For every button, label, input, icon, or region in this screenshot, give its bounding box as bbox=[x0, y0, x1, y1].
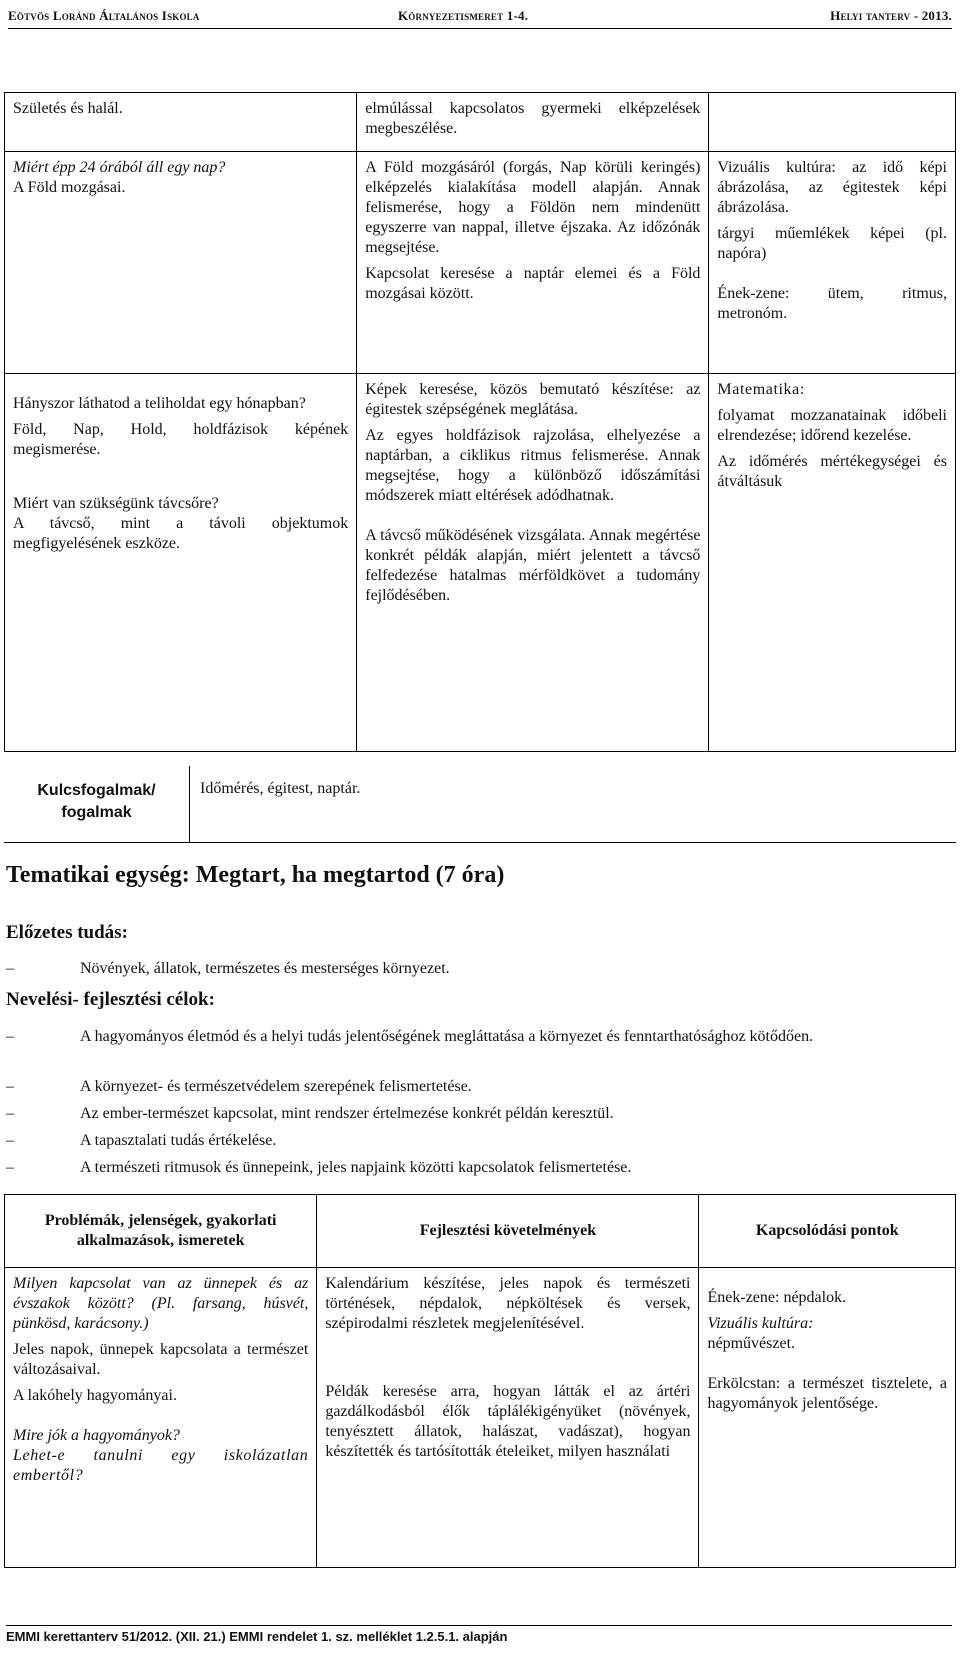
table-cell bbox=[5, 93, 357, 152]
table-header-row bbox=[5, 1195, 956, 1268]
cell-text: Miért van szükségünk távcsőre? bbox=[13, 495, 219, 512]
key-concepts-row bbox=[4, 766, 956, 843]
cell-text: Példák keresése arra, hogyan látták el az ártéri gazdálkodásból élők táplálékigényüket (növények, tenyésztett állatok, halászat, vadászat), hogyan készítették és tartósították ételeiket, milyen használati bbox=[325, 1383, 691, 1460]
table-cell bbox=[709, 374, 956, 752]
cell-text: Erkölcstan: a természet tisztelete, a hagyományok jelentősége. bbox=[707, 1375, 947, 1412]
unit-title: Tematikai egység: Megtart, ha megtartod (7 óra) bbox=[6, 862, 505, 888]
cell-text: elmúlással kapcsolatos gyermeki elképzelések megbeszélése. bbox=[365, 100, 701, 137]
table-cell bbox=[5, 152, 357, 374]
cell-text: Vizuális kultúra: bbox=[707, 1315, 814, 1332]
column-header: Kapcsolódási pontok bbox=[699, 1195, 956, 1268]
cell-text: A lakóhely hagyományai. bbox=[13, 1387, 177, 1404]
cell-text: A Föld mozgásai. bbox=[13, 179, 126, 196]
key-concepts-label bbox=[4, 766, 190, 842]
cell-text: népművészet. bbox=[707, 1335, 796, 1352]
cell-text: Lehet-e tanulni egy iskolázatlan embertől? bbox=[13, 1447, 309, 1484]
table-cell bbox=[5, 1268, 317, 1568]
cell-text: Születés és halál. bbox=[13, 100, 123, 117]
list-item: – A hagyományos életmód és a helyi tudás jelentőségének megláttatása a környezet és fenntarthatósághoz kötődően. bbox=[6, 1028, 814, 1045]
cell-text: Hányszor láthatod a teliholdat egy hónapban? bbox=[13, 395, 306, 412]
goals-heading: Nevelési- fejlesztési célok: bbox=[6, 989, 215, 1010]
table-cell bbox=[5, 374, 357, 752]
column-header: Fejlesztési követelmények bbox=[317, 1195, 699, 1268]
table-row bbox=[5, 374, 956, 752]
cell-text: tárgyi műemlékek képei (pl. napóra) bbox=[717, 225, 947, 262]
cell-text: Kalendárium készítése, jeles napok és természeti történések, népdalok, népköltések és versek, szépirodalmi részletek megjelenítésével. bbox=[325, 1275, 691, 1332]
column-header: Problémák, jelenségek, gyakorlati alkalmazások, ismeretek bbox=[5, 1195, 317, 1268]
school-name: Eötvös Loránd Általános Iskola bbox=[8, 8, 200, 23]
cell-text: Vizuális kultúra: az idő képi ábrázolása, az égitestek képi ábrázolása. bbox=[717, 159, 947, 216]
key-concepts-label-line2: fogalmak bbox=[61, 804, 132, 821]
table-cell bbox=[709, 152, 956, 374]
cell-text: Ének-zene: ütem, ritmus, metronóm. bbox=[717, 285, 947, 322]
cell-text: Kapcsolat keresése a naptár elemei és a Föld mozgásai között. bbox=[365, 265, 701, 302]
table-cell bbox=[317, 1268, 699, 1568]
cell-text: Jeles napok, ünnepek kapcsolata a természet változásaival. bbox=[13, 1341, 309, 1378]
table-cell bbox=[709, 93, 956, 152]
cell-text: A távcső működésének vizsgálata. Annak megértése konkrét példák alapján, miért jelentett a távcső felfedezése hatalmas mérföldkövet a tudomány fejlődésében. bbox=[365, 527, 701, 604]
cell-text: Ének-zene: népdalok. bbox=[707, 1289, 847, 1306]
table-cell bbox=[357, 374, 709, 752]
prior-knowledge-heading: Előzetes tudás: bbox=[6, 922, 128, 943]
table-row bbox=[5, 93, 956, 152]
cell-text: Milyen kapcsolat van az ünnepek és az évszakok között? (Pl. farsang, húsvét, pünkösd, karácsony.) bbox=[13, 1275, 309, 1332]
cell-text: Miért épp 24 órából áll egy nap? bbox=[13, 159, 226, 176]
cell-text: A Föld mozgásáról (forgás, Nap körüli keringés) elképzelés kialakítása modell alapján. Annak felismerése, hogy a Földön nem mindenütt egyszerre van nappal, illetve éjszaka. Az időzónák megsejtése. bbox=[365, 159, 701, 256]
cell-text: Az egyes holdfázisok rajzolása, elhelyezése a naptárban, a ciklikus ritmus felismerése. Annak megsejtése, hogy a különböző időszámítási módszerek miatt eltérések adódhatnak. bbox=[365, 427, 701, 504]
key-concepts-label-line1: Kulcsfogalmak/ bbox=[37, 782, 156, 799]
curriculum-table-1 bbox=[4, 92, 956, 752]
curriculum-table-2 bbox=[4, 1194, 956, 1568]
table-row bbox=[5, 152, 956, 374]
curriculum-name: Helyi tanterv - 2013. bbox=[830, 8, 952, 23]
cell-text: folyamat mozzanatainak időbeli elrendezése; időrend kezelése. bbox=[717, 407, 947, 444]
cell-text: Képek keresése, közös bemutató készítése: az égitestek szépségének meglátása. bbox=[365, 381, 701, 418]
cell-text: Matematika: bbox=[717, 381, 805, 398]
table-cell bbox=[357, 152, 709, 374]
table-cell bbox=[357, 93, 709, 152]
cell-text: Föld, Nap, Hold, holdfázisok képének megismerése. bbox=[13, 421, 349, 458]
cell-text: Az időmérés mértékegységei és átváltásuk bbox=[717, 453, 947, 490]
table-row bbox=[5, 1268, 956, 1568]
cell-text: Mire jók a hagyományok? bbox=[13, 1427, 180, 1444]
cell-text: A távcső, mint a távoli objektumok megfigyelésének eszköze. bbox=[13, 515, 349, 552]
page-footer: EMMI kerettanterv 51/2012. (XII. 21.) EMMI rendelet 1. sz. melléklet 1.2.5.1. alapján bbox=[6, 1625, 952, 1644]
page-header bbox=[8, 6, 952, 29]
subject-name: Környezetismeret 1-4. bbox=[398, 8, 529, 23]
key-concepts-value: Időmérés, égitest, naptár. bbox=[200, 780, 361, 797]
table-cell bbox=[699, 1268, 956, 1568]
